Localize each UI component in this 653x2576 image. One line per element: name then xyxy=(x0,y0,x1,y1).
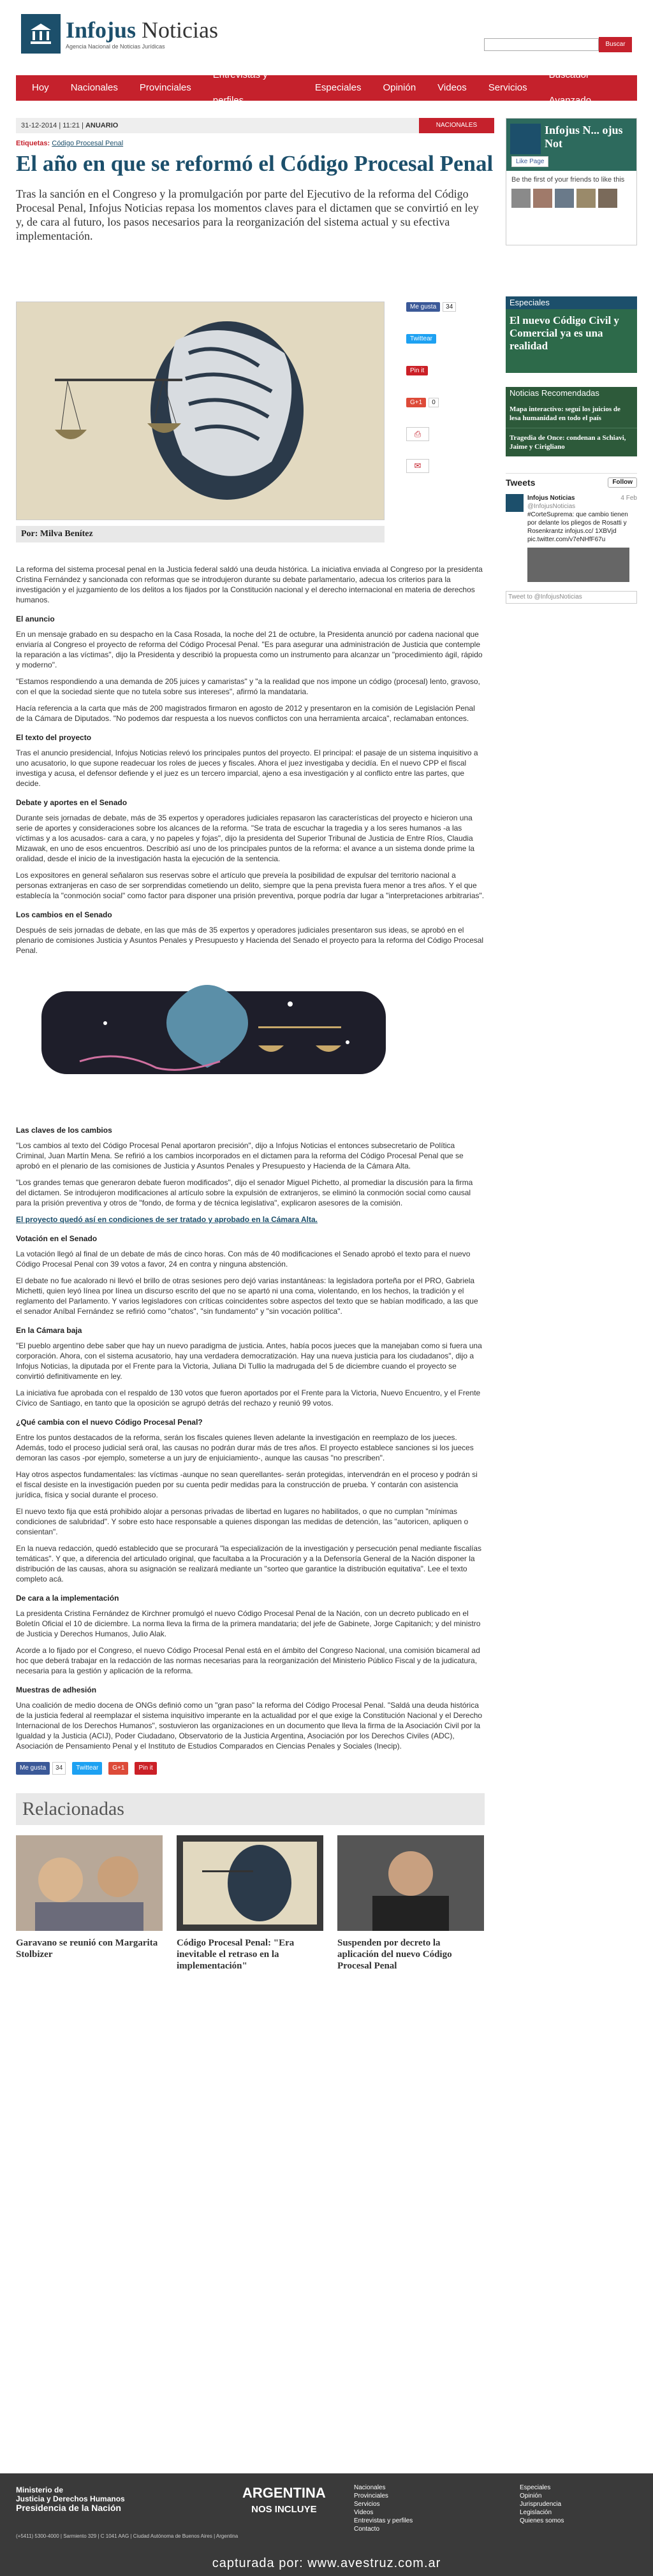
sidebar xyxy=(506,118,637,604)
image-caption: Por: Milva Benítez xyxy=(16,526,385,542)
gplus-count: 0 xyxy=(429,398,439,407)
related-caption[interactable]: Garavano se reunió con Margarita Stolbizer xyxy=(16,1938,158,1960)
recommended-item[interactable]: Tragedia de Once: condenan a Schiavi, Jaime y Cirigliano xyxy=(506,428,637,456)
tweet-handle: @InfojusNoticias xyxy=(527,503,576,510)
hero-illustration xyxy=(16,302,385,520)
tag-link[interactable]: Código Procesal Penal xyxy=(52,140,124,147)
tweet-button[interactable]: Twittear xyxy=(72,1762,102,1775)
nav-servicios[interactable]: Servicios xyxy=(488,82,527,93)
footer-link[interactable]: Jurisprudencia xyxy=(520,2501,562,2508)
footer-link[interactable]: Nacionales xyxy=(354,2484,386,2491)
footer-link[interactable]: Entrevistas y perfiles xyxy=(354,2517,413,2524)
footer-link[interactable]: Quienes somos xyxy=(520,2517,564,2524)
tweet-button[interactable]: Twittear xyxy=(406,334,436,344)
main-nav xyxy=(16,69,637,106)
related-image xyxy=(16,1835,163,1931)
especiales-title: Especiales xyxy=(506,296,637,309)
footer-links-2 xyxy=(520,2484,564,2525)
paragraph: El debate no fue acalorado ni llevó el brillo de otras sesiones pero dejó varias instantáneas: la legisladora porteña por el PRO, Gabriela Michetti, quien leyó línea por línea un discurso escrito del que no se apartó ni una coma, violentando, en los hechos, la tradición y el reglamento del Parlamento. Y varios legisladores con críticas coincidentes sobre aspectos del texto que se habían modificado, a las que el senador Aníbal Fernández se refirió como "chatos", "sin fundamento" y "sin vocación política". xyxy=(16,1276,478,1316)
tweet-text: #CorteSuprema: que cambio tienen por delante los pliegos de Rosatti y Rosenkrantz infojus.cc/ 1XBVjd pic.twitter.com/v7eNHfF67u xyxy=(527,511,628,543)
section-heading: De cara a la implementación xyxy=(16,1594,119,1603)
avatar xyxy=(506,494,524,512)
body-illustration xyxy=(16,966,485,1112)
section-heading: El anuncio xyxy=(16,615,55,623)
recomendadas-title: Noticias Recomendadas xyxy=(506,387,637,400)
share-bar xyxy=(406,300,476,491)
related-image xyxy=(177,1835,323,1931)
nav-entrevistas[interactable]: Entrevistas y perfiles xyxy=(212,69,268,106)
paragraph: La iniciativa fue aprobada con el respaldo de 130 votos que fueron aportados por el Frente para la Victoria, Nuevo Encuentro, y el Frente Cívico de Santiago, en tanto que la oposición se agrupó detrás del rechazo y reunió 99 votos. xyxy=(16,1388,481,1408)
avatar xyxy=(598,189,617,208)
twitter-widget xyxy=(506,473,637,604)
recommended-item[interactable]: Mapa interactivo: seguí los juicios de lesa humanidad en todo el país xyxy=(510,405,620,422)
search-button[interactable]: Buscar xyxy=(599,37,632,52)
facebook-widget xyxy=(506,118,637,245)
especiales-block xyxy=(506,296,637,373)
paragraph: En un mensaje grabado en su despacho en la Casa Rosada, la noche del 21 de octubre, la Presidenta anunció por cadena nacional que enviaría al Congreso el proyecto de reforma del Código Procesal Penal. "Es para asegurar una administración de Justicia que contemple la reparación a las víctimas", dijo la Presidenta y describió la propuesta como un instrumento para alcanzar un "procedimiento ágil, rápido y moderno". xyxy=(16,630,483,669)
paragraph: El nuevo texto fija que está prohibido alojar a personas privadas de libertad en lugares no habilitados, o que no cumplan "mínimas condiciones de salubridad". Y sobre esto hace responsable a quienes dispongan las medidas de detención, las "autoricen, apliquen o consientan". xyxy=(16,1507,469,1536)
article-lead: Tras la sanción en el Congreso y la promulgación por parte del Ejecutivo de la reforma del Código Procesal Penal, Infojus Noticias repasa los momentos claves para el dictamen que se convirtió en ley y, de cara al futuro, los pasos necesarios para la reorganización del sistema actual y su efectiva implementación. xyxy=(16,187,479,242)
paragraph: Los expositores en general señalaron sus reservas sobre el artículo que preveía la posibilidad de expulsar del territorio nacional a personas extranjeras en caso de ser sorprendidas cometiendo un delito, siempre que la pena prevista fuera menor a tres años. Y el que establecía la "conmoción social" como factor para disponer una prisión preventiva, porque podría dar lugar a "interpretaciones arbitrarias". xyxy=(16,871,485,900)
ministry-logo[interactable]: Ministerio de Justicia y Derechos Humanos Presidencia de la Nación xyxy=(16,2485,125,2513)
footer-address: (+5411) 5300-4000 | Sarmiento 329 | C 1041 AAG | Ciudad Autónoma de Buenos Aires | Argentina xyxy=(16,2533,238,2539)
fb-page-logo xyxy=(510,124,541,154)
tweets-title: Tweets xyxy=(506,477,536,488)
avatar xyxy=(555,189,574,208)
search-input[interactable] xyxy=(484,38,599,51)
site-logo[interactable] xyxy=(21,14,218,54)
paragraph: "Los grandes temas que generaron debate fueron modificados", dijo el senador Miguel Pichetto, al promediar la discusión para la firma del dictamen. Se introdujeron modificaciones al artículo sobre la expulsión de extranjeros, se eliminó la conmoción social como causal para la prisión preventiva y otros de "fondo, de forma y de técnica legislativa", explicaron asesores de la comisión. xyxy=(16,1178,473,1207)
paragraph: La votación llegó al final de un debate de más de cinco horas. Con más de 40 modificaciones el Senado aprobó el texto para el nuevo Código Procesal Penal con 39 votos a favor, 24 en contra y ninguna abstención. xyxy=(16,1249,471,1269)
paragraph: Entre los puntos destacados de la reforma, serán los fiscales quienes lleven adelante la investigación en reemplazo de los jueces. Además, todo el proceso judicial será oral, las causas no podrán durar más de tres años. El proyecto establece sanciones si los jueces demoran las casos -por ejemplo, someterse a un jury de enjuiciamiento-, aunque las causas "no prescriben". xyxy=(16,1433,474,1462)
footer xyxy=(0,2473,653,2576)
section-badge[interactable]: NACIONALES xyxy=(419,118,494,133)
related-item[interactable] xyxy=(16,1835,163,1972)
tweet-input[interactable]: Tweet to @InfojusNoticias xyxy=(506,591,637,604)
related-caption[interactable]: Suspenden por decreto la aplicación del nuevo Código Procesal Penal xyxy=(337,1938,452,1971)
article xyxy=(16,118,494,1971)
argentina-logo: ARGENTINA NOS INCLUYE xyxy=(242,2485,326,2515)
email-icon[interactable]: ✉ xyxy=(406,459,429,473)
article-body xyxy=(16,564,485,1972)
fb-friends-text: Be the first of your friends to like this xyxy=(511,176,625,184)
nav-provinciales[interactable]: Provinciales xyxy=(139,82,191,93)
footer-link[interactable]: Especiales xyxy=(520,2484,551,2491)
twitter-follow-button[interactable]: Follow xyxy=(608,477,637,488)
section-heading: Debate y aportes en el Senado xyxy=(16,798,128,807)
paragraph: Hacía referencia a la carta que más de 200 magistrados firmaron en agosto de 2012 y presentaron en la comisión de Legislación Penal de la Cámara de Diputados. "No podemos dar respuesta a los nuevos conflictos con una herramienta arcaica", reclamaban entonces. xyxy=(16,704,475,723)
tweet-user[interactable]: Infojus Noticias xyxy=(527,495,575,502)
recomendadas-block xyxy=(506,387,637,456)
capture-credit: capturada por: www.avestruz.com.ar xyxy=(212,2556,441,2570)
section-heading: Las claves de los cambios xyxy=(16,1126,112,1135)
facebook-count: 34 xyxy=(443,302,456,312)
tweet-image[interactable] xyxy=(527,548,629,582)
pinterest-button[interactable]: Pin it xyxy=(406,366,428,375)
gplus-button[interactable]: G+1 xyxy=(406,398,426,407)
pinterest-button[interactable]: Pin it xyxy=(135,1762,156,1775)
fb-like-page-button[interactable]: Like Page xyxy=(511,156,548,167)
related-section xyxy=(16,1793,485,1972)
footer-link[interactable]: Opinión xyxy=(520,2492,542,2500)
paragraph: "Estamos respondiendo a una demanda de 205 juices y camaristas" y "a la realidad que nos impone un código (procesal) lento, gravoso, con el que la sociedad siente que no tutela sobre sus intereses", afirmó la mandataria. xyxy=(16,677,480,696)
related-image xyxy=(337,1835,484,1931)
paragraph: Hay otros aspectos fundamentales: las víctimas -aunque no sean querellantes- serán protegidas, intervendrán en el proceso y podrán si el fiscal desiste en la investigación pueden por su cuenta pedir medidas para la construcción de prueba. Y contarán con asistencia jurídica, física y social durante el proceso. xyxy=(16,1470,478,1499)
nav-videos[interactable]: Videos xyxy=(437,82,467,93)
related-item[interactable] xyxy=(177,1835,323,1972)
section-heading: Muestras de adhesión xyxy=(16,1685,97,1694)
section-heading: Los cambios en el Senado xyxy=(16,910,112,919)
paragraph: La presidenta Cristina Fernández de Kirchner promulgó el nuevo Código Procesal Penal de la Nación, con un decreto publicado en el Boletín Oficial el 10 de diciembre. La norma lleva la firma de la primera mandataria; del jefe de Gabinete, Jorge Capitanich; y del ministro de Justicia y Derechos Humanos, Julio Alak. xyxy=(16,1609,481,1638)
section-heading: ¿Qué cambia con el nuevo Código Procesal Penal? xyxy=(16,1418,203,1427)
paragraph: "El pueblo argentino debe saber que hay un nuevo paradigma de justicia. Antes, había pocos jueces que la manejaban como si fuera una corporación. Ahora, con el sistema acusatorio, hay una verdadera democratización. Hay una nueva justicia para los ciudadanos", dijo a Infojus Noticias, la diputada por el Frente para la Victoria, Juliana Di Tullio la madrugada del 5 de diciembre cuando el proyecto se convirtió definitivamente en ley. xyxy=(16,1341,482,1381)
avatar xyxy=(533,189,552,208)
brand-subtitle: Agencia Nacional de Noticias Jurídicas xyxy=(66,43,165,50)
article-meta: 31-12-2014 | 11:21 | ANUARIO NACIONALES xyxy=(16,118,494,133)
related-title: Relacionadas xyxy=(16,1793,485,1825)
footer-link[interactable]: Contacto xyxy=(354,2526,380,2533)
related-item[interactable] xyxy=(337,1835,484,1972)
nav-opinion[interactable]: Opinión xyxy=(383,82,416,93)
gplus-button[interactable]: G+1 xyxy=(108,1762,128,1775)
footer-link[interactable]: Servicios xyxy=(354,2501,380,2508)
brand-title: Infojus Noticias xyxy=(66,17,219,43)
fb-page-name[interactable]: Infojus N... ojus Not xyxy=(545,124,623,150)
paragraph: Acorde a lo fijado por el Congreso, el nuevo Código Procesal Penal está en el ámbito del Congreso Nacional, una comisión bicameral ad hoc que deberá trabajar en la redacción de las normas necesarias para la reorganización del Ministerio Público Fiscal y de la judicatura, necesaria para la gestión y aplicación de la reforma. xyxy=(16,1646,480,1675)
paragraph: "Los cambios al texto del Código Procesal Penal aportaron precisión", dijo a Infojus Noticias el entonces subsecretario de Política Criminal, Juan Martín Mena. Se refirió a los cambios incorporados en el dictamen para la reforma del Código Procesal Penal que se aprobó en el plenario de las comisiones de Justicia y Asuntos Penales y Presupuesto y Hacienda de la Cámara Alta. xyxy=(16,1141,464,1170)
footer-link[interactable]: Provinciales xyxy=(354,2492,388,2500)
facebook-like-button[interactable]: Me gusta xyxy=(16,1762,50,1775)
nav-hoy[interactable]: Hoy xyxy=(32,82,49,93)
footer-link[interactable]: Legislación xyxy=(520,2509,552,2516)
article-section: ANUARIO xyxy=(85,122,119,129)
tweet-date: 4 Feb xyxy=(620,495,637,502)
article-title: El año en que se reformó el Código Procesal Penal xyxy=(16,151,494,176)
nav-nacionales[interactable]: Nacionales xyxy=(70,82,118,93)
section-heading: El texto del proyecto xyxy=(16,733,92,742)
avatar xyxy=(511,189,531,208)
tags: Etiquetas: Código Procesal Penal xyxy=(16,140,124,147)
paragraph: Tras el anuncio presidencial, Infojus Noticias relevó los principales puntos del proyecto. El principal: el pasaje de un sistema inquisitivo a uno acusatorio, lo que supone readecuar los roles de jueces y fiscales. Ahora el juez investigaba y decidía. En el nuevo CPP el fiscal investiga y acusa, el defensor defiende y el juez es un tercero imparcial, ajeno a esa investigación y al conflicto entre las partes, que decide. xyxy=(16,748,478,788)
paragraph: La reforma del sistema procesal penal en la Justicia federal saldó una deuda histórica. La iniciativa enviada al Congreso por la presidenta Cristina Fernández y sancionada con reformas que se introdujeron durante su debate parlamentario, adecua los criterios para la investigación y el juzgamiento de los delitos a los fijados por la Constitución nacional y el derecho internacional en materia de derechos humanos. xyxy=(16,565,483,604)
section-heading: Votación en el Senado xyxy=(16,1234,98,1243)
article-time: 11:21 xyxy=(62,122,80,129)
footer-links-1 xyxy=(354,2484,413,2533)
nav-buscador[interactable]: Buscador Avanzado xyxy=(548,69,592,106)
logo-icon xyxy=(21,14,61,54)
paragraph-link[interactable]: El proyecto quedó así en condiciones de ser tratado y aprobado en la Cámara Alta. xyxy=(16,1215,318,1224)
bottom-share-bar xyxy=(16,1761,485,1775)
tweet xyxy=(506,494,637,582)
especial-card[interactable]: El nuevo Código Civil y Comercial ya es una realidad xyxy=(506,309,637,373)
paragraph: Una coalición de medio docena de ONGs definió como un "gran paso" la reforma del Código Procesal Penal. "Saldá una deuda histórica de la justicia federal al reemplazar el sistema inquisitivo imperante en la actualidad por el que exige la Constitución Nacional y el Derecho Internacional de los Derechos Humanos", sostuvieron las organizaciones en un documento que lleva la firma de la Asociación Civil por la Igualdad y la Justicia (ACIJ), Poder Ciudadano, Observatorio de la Justicia Argentina, Asociación por los Derechos Civiles (ADC), Asociación de Pensamiento Penal y el Instituto de Estudios Comparados en Ciencias Penales y Sociales (Inecip). xyxy=(16,1701,483,1750)
print-icon[interactable]: ⎙ xyxy=(406,427,429,441)
facebook-like-button[interactable]: Me gusta xyxy=(406,302,440,312)
related-caption[interactable]: Código Procesal Penal: "Era inevitable el retraso en la implementación" xyxy=(177,1938,295,1971)
nav-especiales[interactable]: Especiales xyxy=(314,82,362,93)
footer-link[interactable]: Videos xyxy=(354,2509,374,2516)
paragraph: Durante seis jornadas de debate, más de 35 expertos y operadores judiciales repasaron las características del proyecto e hicieron una serie de aportes y consideraciones sobre los alcances de la reforma. "Se trata de escuchar la tragedia y a los seres humanos -a las víctimas y a los acusados- cara a cara, y no papeles y fojas", dijo la presidenta del Superior Tribunal de Justicia de Entre Ríos, Claudia Mizawak, en uno de esos encuentros. Describió así uno de los principales puntos de la reforma: el avance a un sistema donde prime la oralidad, desde el inicio de la investigación hasta la ejecución de la sentencia. xyxy=(16,813,475,863)
facebook-count: 34 xyxy=(52,1762,66,1775)
header xyxy=(16,0,637,64)
section-heading: En la Cámara baja xyxy=(16,1326,82,1335)
article-date: 31-12-2014 xyxy=(21,122,57,129)
avatar xyxy=(576,189,596,208)
paragraph: En la nueva redacción, quedó establecido que se procurará "la especialización de la investigación y persecución penal mediante fiscalías temáticas". Y que, a diferencia del articulado original, que facultaba a la Procuración y a la Defensoría General de la Nación disponer la distribución de las causas, ahora su asignación se realizará mediante un "sorteo que garantice la distribución equitativa". Lee el texto completo acá. xyxy=(16,1544,482,1583)
fb-friend-avatars xyxy=(506,189,636,208)
paragraph: Después de seis jornadas de debate, en las que más de 35 expertos y operadores judiciales presentaron sus ideas, se aprobó en el plenario de comisiones Justicia y Asuntos Penales y Presupuesto y Hacienda del Senado el proyecto para la reforma del Código Procesal Penal. xyxy=(16,926,484,955)
